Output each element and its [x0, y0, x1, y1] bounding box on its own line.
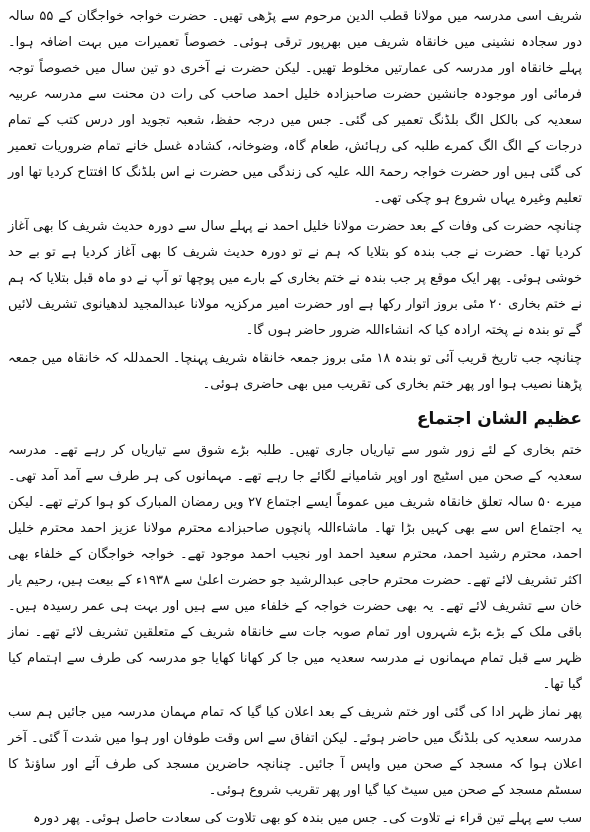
paragraph: چنانچہ حضرت کی وفات کے بعد حضرت مولانا خلیل احمد نے پہلے سال سے دورہ حدیث شریف کا بھی آغاز کردیا تھا۔ حضرت نے جب بندہ کو بتلایا کہ ہم نے تو دورہ حدیث شریف کا بھی آغاز کردیا ہے تو بے حد خوشی ہوئی۔ پھر ایک موقع پر جب بندہ نے ختم بخاری کے بارے میں پوچھا تو آپ نے دو ماہ قبل بتلایا کہ ہم نے ختم بخاری ۲۰ مئی بروز اتوار رکھا ہے اور حضرت امیر مرکزیہ مولانا عبدالمجید لدھیانوی تشریف لائیں گے تو بندہ نے پختہ ارادہ کیا کہ انشاءاللہ ضرور حاضر ہوں گا۔ — [8, 219, 583, 338]
paragraph: ختم بخاری کے لئے زور شور سے تیاریاں جاری تھیں۔ طلبہ بڑے شوق سے تیاریاں کر رہے تھے۔ مدرسہ سعدیہ کے صحن میں اسٹیج اور اوپر شامیانے لگائے جا رہے تھے۔ مہمانوں کی ہر طرف سے آمد آمد تھی۔ میرے ۵۰ سالہ تعلق خانقاہ شریف میں عموماً ایسے اجتماع ۲۷ ویں رمضان المبارک کو ہوا کرتے تھے۔ لیکن یہ اجتماع اس سے بھی کہیں بڑا تھا۔ ماشاءاللہ پانچوں صاحبزادے محترم مولانا عزیز احمد محترم خلیل احمد، محترم رشید احمد، محترم سعید احمد اور نجیب احمد موجود تھے۔ خواجہ خواجگان کے خلفاء بھی اکثر تشریف لائے تھے۔ حضرت محترم حاجی عبدالرشید جو حضرت اعلیٰ سے ۱۹۳۸ء کے بیعت ہیں، رحیم یار خان سے تشریف لائے تھے۔ یہ بھی حضرت خواجہ کے خلفاء میں سے ہیں اور بہت ہی عمر رسیدہ ہیں۔ باقی ملک کے بڑے بڑے شہروں اور تمام صوبہ جات سے خانقاہ شریف کے متعلقین تشریف لائے تھے۔ نماز ظہر سے قبل تمام مہمانوں نے مدرسہ سعدیہ میں جا کر کھانا کھایا جو مدرسہ کی طرف سے اہتمام کیا گیا تھا۔ — [8, 443, 582, 692]
section-heading: عظیم الشان اجتماع — [416, 409, 582, 429]
paragraph: شریف اسی مدرسہ میں مولانا قطب الدین مرحوم سے پڑھی تھیں۔ حضرت خواجہ خواجگان کے ۵۵ سالہ دور سجادہ نشینی میں خانقاہ شریف میں بھرپور ترقی ہوئی۔ خصوصاً تعمیرات میں بہت اضافہ ہوا۔ پہلے خانقاہ اور مدرسہ کی عمارتیں مخلوط تھیں۔ لیکن حضرت نے آخری دو تین سال میں خصوصاً توجہ فرمائی اور موجودہ جانشین حضرت صاحبزادہ خلیل احمد صاحب کی رات دن محنت سے مدرسہ عربیہ سعدیہ کی بالکل الگ بلڈنگ تعمیر کی گئی۔ جس میں درجہ حفظ، شعبہ تجوید اور درس کتب کے تمام درجات کے الگ الگ کمرے طلبہ کی رہائش، طعام گاہ، وضوخانہ، کشادہ غسل خانے تمام ضروریات تعمیر کی گئی ہیں اور حضرت خواجہ رحمۃ اللہ علیہ کی زندگی میں حضرت نے اس بلڈنگ کا افتتاح کردیا تھا اور تعلیم وغیرہ یہاں شروع ہو چکی تھی۔ — [8, 9, 582, 206]
paragraph: چنانچہ جب تاریخ قریب آئی تو بندہ ۱۸ مئی بروز جمعہ خانقاہ شریف پہنچا۔ الحمدللہ کہ خانقاہ میں جمعہ پڑھنا نصیب ہوا اور پھر ختم بخاری کی تقریب میں بھی حاضری ہوئی۔ — [8, 351, 582, 392]
paragraph: پھر نماز ظہر ادا کی گئی اور ختم شریف کے بعد اعلان کیا گیا کہ تمام مہمان مدرسہ میں جائیں ہم سب مدرسہ سعدیہ کی بلڈنگ میں حاضر ہوئے۔ لیکن اتفاق سے اس وقت طوفان اور ہوا میں شدت آ گئی۔ آخر اعلان ہوا کہ مسجد کے صحن میں واپس آ جائیں۔ چنانچہ حاضرین مسجد کی طرف آئے اور ساؤنڈ کا سسٹم مسجد کے صحن میں سیٹ کیا گیا اور پھر تقریب شروع ہوئی۔ — [8, 705, 582, 798]
paragraph: سب سے پہلے تین قراء نے تلاوت کی۔ جس میں بندہ کو بھی تلاوت کی سعادت حاصل ہوئی۔ پھر دورہ — [33, 811, 582, 826]
